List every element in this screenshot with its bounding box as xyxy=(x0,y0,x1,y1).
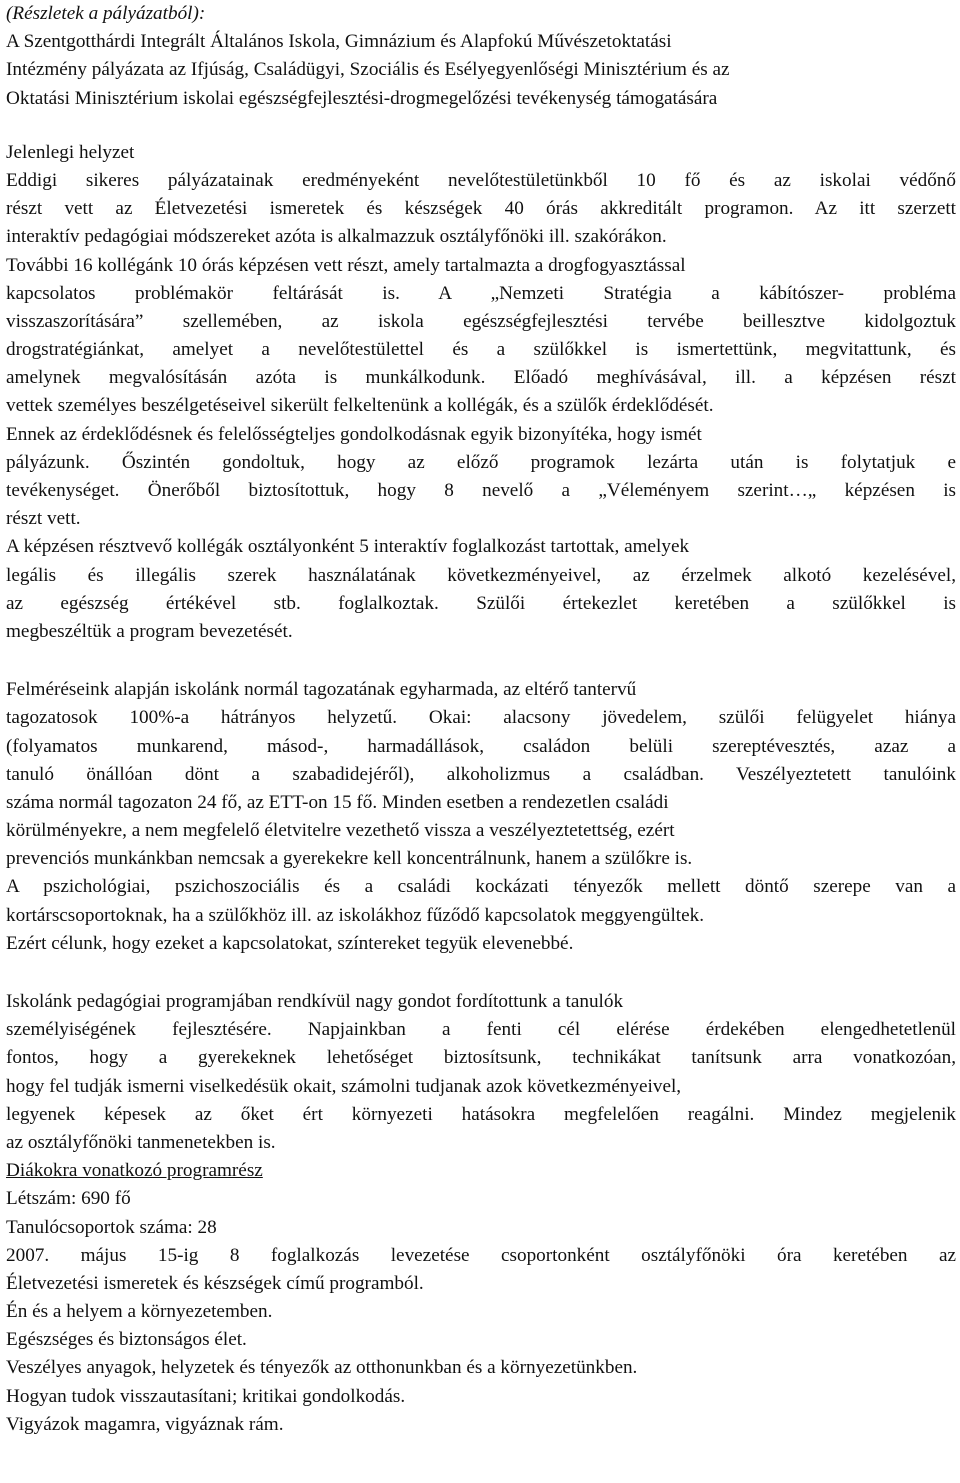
body-line: tagozatosok 100%-a hátrányos helyzetű. Okai: alacsony jövedelem, szülői felügyelet hiánya xyxy=(6,707,956,729)
body-line: az osztályfőnöki tanmenetekben is. xyxy=(6,1131,276,1153)
body-line: részt vett. xyxy=(6,508,81,530)
body-line: amelynek megvalósításán azóta is munkálkodunk. Előadó meghívásával, ill. a képzésen részt xyxy=(6,367,956,389)
body-line: Ennek az érdeklődésnek és felelősségteljes gondolkodásnak egyik bizonyítéka, hogy ismét xyxy=(6,423,702,445)
body-line: 2007. május 15-ig 8 foglalkozás levezetése csoportonként osztályfőnöki óra keretében az xyxy=(6,1244,956,1266)
body-line: prevenciós munkánkban nemcsak a gyerekekre kell koncentrálnunk, hanem a szülőkre is. xyxy=(6,848,693,870)
body-line: A pszichológiai, pszichoszociális és a családi kockázati tényezők mellett döntő szerepe van a xyxy=(6,876,956,898)
intro-line: A Szentgotthárdi Integrált Általános Iskola, Gimnázium és Alapfokú Művészetoktatási xyxy=(6,31,672,53)
body-line: interaktív pedagógiai módszereket azóta is alkalmazzuk osztályfőnöki ill. szakórákon. xyxy=(6,226,667,248)
body-line: személyiségének fejlesztésére. Napjainkban a fenti cél elérése érdekében elengedhetetlenül xyxy=(6,1019,956,1041)
body-line: hogy fel tudják ismerni viselkedésük okait, számolni tudjanak azok következményeivel, xyxy=(6,1075,682,1097)
body-line: visszaszorítására” szellemében, az iskola egészségfejlesztési tervébe beillesztve kidolgoztuk xyxy=(6,310,956,332)
body-line: kortárscsoportoknak, ha a szülőkhöz ill. az iskolákhoz fűződő kapcsolatok meggyengültek. xyxy=(6,904,705,926)
body-line: fontos, hogy a gyerekeknek lehetőséget biztosítsunk, technikákat tanítsunk arra vonatkozóan, xyxy=(6,1047,956,1069)
body-line: tevékenységet. Önerőből biztosítottuk, hogy 8 nevelő a „Véleményem szerint…„ képzésen is xyxy=(6,480,956,501)
section-title-current-situation: Jelenlegi helyzet xyxy=(6,141,135,163)
body-line: További 16 kollégánk 10 órás képzésen vett részt, amely tartalmazta a drogfogyasztással xyxy=(6,254,686,276)
body-line: Eddigi sikeres pályázatainak eredményeként nevelőtestületünkből 10 fő és az iskolai védőnő xyxy=(6,169,956,191)
excerpt-heading: (Részletek a pályázatból): xyxy=(6,3,206,24)
topic-item: Hogyan tudok visszautasítani; kritikai gondolkodás. xyxy=(6,1385,406,1407)
body-line: vettek személyes beszélgetéseivel sikerült felkeltenünk a kollégák, és a szülők érdeklődését. xyxy=(6,395,714,417)
section-title-student-program: Diákokra vonatkozó programrész xyxy=(6,1160,263,1182)
body-line: legyenek képesek az őket ért környezeti hatásokra megfelelően reagálni. Mindez megjelenik xyxy=(6,1103,956,1125)
body-line: Ezért célunk, hogy ezeket a kapcsolatokat, színtereket tegyük elevenebbé. xyxy=(6,932,574,954)
body-line: az egészség értékével stb. foglalkoztak. Szülői értekezlet keretében a szülőkkel is xyxy=(6,592,956,614)
document-page xyxy=(6,0,956,1439)
body-line: tanuló önállóan dönt a szabadidejéről), alkoholizmus a családban. Veszélyeztetett tanulóink xyxy=(6,763,956,785)
paragraph-gap xyxy=(6,113,956,139)
body-line: megbeszéltük a program bevezetését. xyxy=(6,620,293,642)
body-line: legális és illegális szerek használatának következményeivel, az érzelmek alkotó kezelésével, xyxy=(6,564,956,586)
body-line: (folyamatos munkarend, másod-, harmadállások, családon belüli szereptévesztés, azaz a xyxy=(6,735,956,757)
topic-item: Vigyázok magamra, vigyáznak rám. xyxy=(6,1413,284,1435)
body-line: Felméréseink alapján iskolánk normál tagozatának egyharmada, az eltérő tantervű xyxy=(6,679,637,701)
body-line: A képzésen résztvevő kollégák osztályonként 5 interaktív foglalkozást tartottak, amelyek xyxy=(6,536,690,558)
body-line: körülményekre, a nem megfelelő életvitelre vezethető vissza a veszélyeztetettség, ezért xyxy=(6,820,675,842)
intro-line: Intézmény pályázata az Ifjúság, Családügyi, Szociális és Esélyegyenlőségi Minisztérium és az xyxy=(6,59,730,81)
body-line: Életvezetési ismeretek és készségek című programból. xyxy=(6,1272,424,1294)
body-line: részt vett az Életvezetési ismeretek és készségek 40 órás akkreditált programon. Az itt szerzett xyxy=(6,198,956,220)
paragraph-gap xyxy=(6,958,956,988)
body-line: drogstratégiánkat, amelyet a nevelőtestülettel és a szülőkkel is ismertettünk, megvitattunk, és xyxy=(6,339,956,361)
body-line: kapcsolatos problémakör feltárását is. A „Nemzeti Stratégia a kábítószer- probléma xyxy=(6,282,956,304)
body-line: Iskolánk pedagógiai programjában rendkívül nagy gondot fordítottunk a tanulók xyxy=(6,991,624,1012)
body-line: száma normál tagozaton 24 fő, az ETT-on 15 fő. Minden esetben a rendezetlen családi xyxy=(6,791,669,813)
topic-item: Veszélyes anyagok, helyzetek és tényezők az otthonunkban és a környezetünkben. xyxy=(6,1357,638,1379)
paragraph-gap xyxy=(6,646,956,676)
intro-line: Oktatási Minisztérium iskolai egészségfejlesztési-drogmegelőzési tevékenység támogatására xyxy=(6,87,718,109)
topic-item: Én és a helyem a környezetemben. xyxy=(6,1301,273,1323)
groups-count-text: Tanulócsoportok száma: 28 xyxy=(6,1216,217,1238)
body-line: pályázunk. Őszintén gondoltuk, hogy az előző programok lezárta után is folytatjuk e xyxy=(6,451,956,473)
topic-item: Egészséges és biztonságos élet. xyxy=(6,1329,247,1351)
headcount-text: Létszám: 690 fő xyxy=(6,1188,131,1210)
